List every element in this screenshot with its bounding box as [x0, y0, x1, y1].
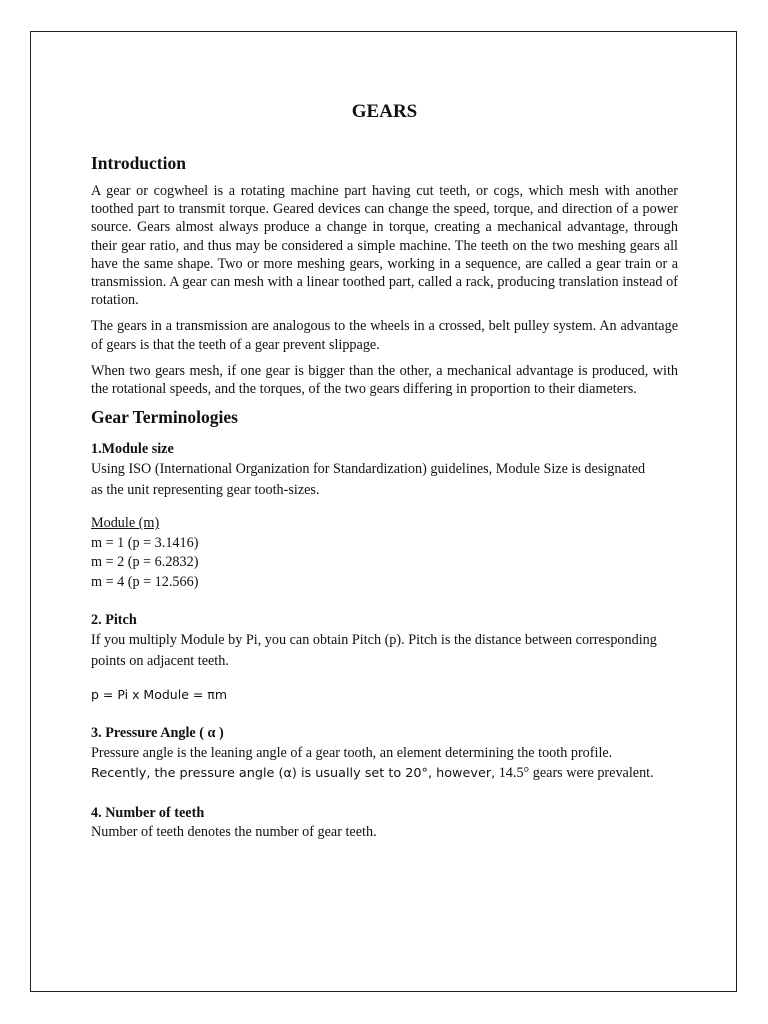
pressure-text-line-2 [91, 763, 678, 785]
pitch-formula: p = Pi x Module = πm [91, 687, 228, 703]
intro-paragraph-1: A gear or cogwheel is a rotating machine part having cut teeth, or cogs, which mesh with another toothed part to transmit torque. Geared devices can change the speed, torque, and direction of a power source. Gears almost always produce a change in torque, creating a mechanical advantage, through their gear ratio, and thus may be considered a simple machine. The teeth on the two meshing gears all have the same shape. Two or more meshing gears, working in a sequence, are called a gear train or a transmission. A gear can mesh with a linear toothed part, called a rack, producing translation instead of rotation. [91, 183, 678, 309]
intro-paragraph-3: When two gears mesh, if one gear is bigger than the other, a mechanical advantage is produced, with the rotational speeds, and the torques, of the two gears differing in proportion to their diameters. [91, 362, 678, 398]
module-text-line-1: Using ISO (International Organization for Standardization) guidelines, Module Size is designated [91, 461, 646, 478]
module-row-3: m = 4 (p = 12.566) [91, 573, 199, 590]
intro-paragraph-2: The gears in a transmission are analogous to the wheels in a crossed, belt pulley system. An advantage of gears is that the teeth of a gear prevent slippage. [91, 318, 678, 353]
module-row-1: m = 1 (p = 3.1416) [91, 534, 199, 551]
pressure-angle-heading: 3. Pressure Angle ( α ) [91, 724, 224, 741]
pitch-heading: 2. Pitch [91, 612, 137, 629]
pressure-text-line-2b: 14.5° gears were prevalent. [495, 765, 654, 782]
module-row-2: m = 2 (p = 6.2832) [91, 554, 199, 571]
document-content [91, 100, 678, 842]
number-of-teeth-text: Number of teeth denotes the number of gear teeth. [91, 823, 377, 840]
pitch-text-line-2: points on adjacent teeth. [91, 652, 229, 669]
pressure-text-line-1: Pressure angle is the leaning angle of a gear tooth, an element determining the tooth profile. [91, 744, 613, 761]
pitch-text-line-1: If you multiply Module by Pi, you can obtain Pitch (p). Pitch is the distance between corresponding [91, 632, 657, 649]
document-page [30, 31, 737, 992]
intro-heading: Introduction [91, 153, 186, 173]
module-text-line-2: as the unit representing gear tooth-sizes. [91, 481, 320, 498]
document-title: GEARS [351, 101, 418, 122]
module-table-label: Module (m) [91, 515, 160, 532]
pressure-text-line-2a: Recently, the pressure angle (α) is usually set to 20°, however, [91, 766, 496, 782]
terminology-heading: Gear Terminologies [91, 407, 238, 428]
module-heading: 1.Module size [91, 441, 174, 458]
number-of-teeth-heading: 4. Number of teeth [91, 804, 205, 821]
